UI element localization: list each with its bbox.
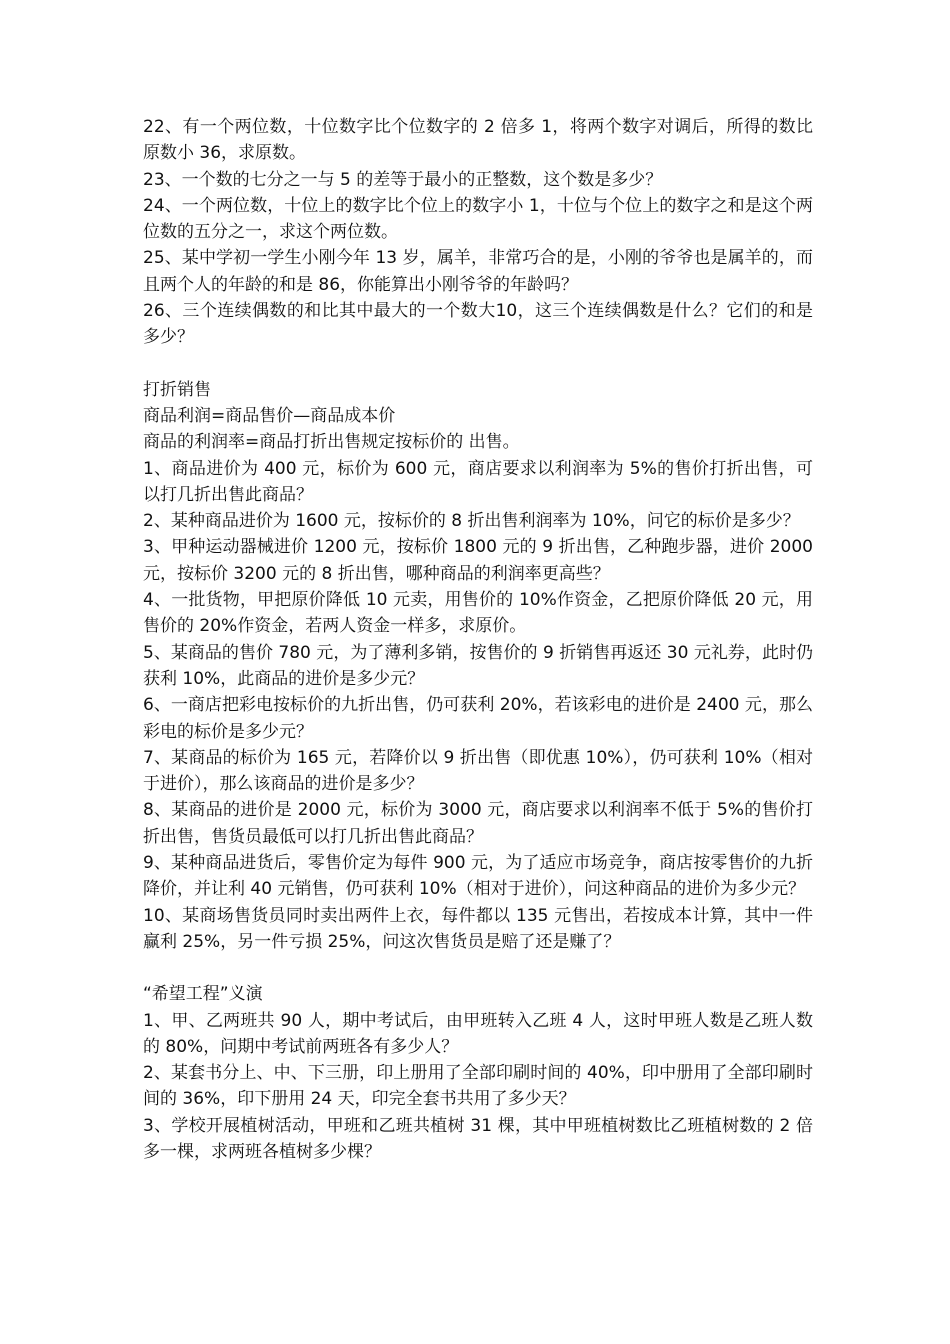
hope-problem-3: 3、学校开展植树活动，甲班和乙班共植树 31 棵，其中甲班植树数比乙班植树数的 2 倍多一棵，求两班各植树多少棵？: [143, 1115, 813, 1162]
hope-problem-2: 2、某套书分上、中、下三册，印上册用了全部印刷时间的 40%，印中册用了全部印刷时间的 36%，印下册用 24 天，印完全套书共用了多少天？: [143, 1063, 813, 1110]
discount-problem-9: 9、某种商品进货后，零售价定为每件 900 元，为了适应市场竞争，商店按零售价的九折降价，并让利 40 元销售，仍可获利 10%（相对于进价），问这种商品的进价为多少元？: [143, 853, 813, 900]
discount-problem-8: 8、某商品的进价是 2000 元，标价为 3000 元，商店要求以利润率不低于 5%的售价打折出售，售货员最低可以打几折出售此商品？: [143, 800, 813, 847]
problem-25: 25、某中学初一学生小刚今年 13 岁，属羊，非常巧合的是，小刚的爷爷也是属羊的，而且两个人的年龄的和是 86，你能算出小刚爷爷的年龄吗？: [143, 248, 813, 295]
formula-profit-rate: 商品的利润率=商品打折出售规定按标价的 出售。: [143, 432, 520, 453]
problem-23: 23、一个数的七分之一与 5 的差等于最小的正整数，这个数是多少？: [143, 169, 663, 190]
formula-profit: 商品利润=商品售价—商品成本价: [143, 405, 396, 426]
discount-problem-10: 10、某商场售货员同时卖出两件上衣，每件都以 135 元售出，若按成本计算，其中一件赢利 25%，另一件亏损 25%，问这次售货员是赔了还是赚了？: [143, 905, 813, 952]
section-heading-discount-sales: 打折销售: [143, 379, 211, 400]
problem-24: 24、一个两位数，十位上的数字比个位上的数字小 1，十位与个位上的数字之和是这个两位数的五分之一，求这个两位数。: [143, 195, 813, 243]
discount-problem-3: 3、甲种运动器械进价 1200 元，按标价 1800 元的 9 折出售，乙种跑步器，进价 2000 元，按标价 3200 元的 8 折出售，哪种商品的利润率更高些？: [143, 537, 813, 584]
section-spacer: [143, 351, 813, 377]
discount-problem-7: 7、某商品的标价为 165 元，若降价以 9 折出售（即优惠 10%），仍可获利 10%（相对于进价），那么该商品的进价是多少？: [143, 747, 813, 795]
problem-26: 26、三个连续偶数的和比其中最大的一个数大10，这三个连续偶数是什么？它们的和是多少？: [143, 301, 813, 348]
discount-problem-1: 1、商品进价为 400 元，标价为 600 元，商店要求以利润率为 5%的售价打折出售，可以打几折出售此商品？: [143, 458, 813, 505]
document-page: [143, 114, 813, 1165]
discount-problem-5: 5、某商品的售价 780 元，为了薄利多销，按售价的 9 折销售再返还 30 元礼券，此时仍获利 10%，此商品的进价是多少元？: [143, 642, 813, 689]
section-heading-hope-project: “希望工程”义演: [143, 984, 263, 1005]
section-spacer: [143, 955, 813, 981]
problem-22: 22、有一个两位数，十位数字比个位数字的 2 倍多 1，将两个数字对调后，所得的数比原数小 36，求原数。: [143, 117, 813, 164]
discount-problem-2: 2、某种商品进价为 1600 元，按标价的 8 折出售利润率为 10%，问它的标价是多少？: [143, 511, 800, 532]
hope-problem-1: 1、甲、乙两班共 90 人，期中考试后，由甲班转入乙班 4 人，这时甲班人数是乙班人数的 80%，问期中考试前两班各有多少人？: [143, 1010, 813, 1057]
discount-problem-4: 4、一批货物，甲把原价降低 10 元卖，用售价的 10%作资金，乙把原价降低 20 元，用售价的 20%作资金，若两人资金一样多，求原价。: [143, 590, 813, 637]
discount-problem-6: 6、一商店把彩电按标价的九折出售，仍可获利 20%，若该彩电的进价是 2400 元，那么彩电的标价是多少元？: [143, 695, 813, 742]
